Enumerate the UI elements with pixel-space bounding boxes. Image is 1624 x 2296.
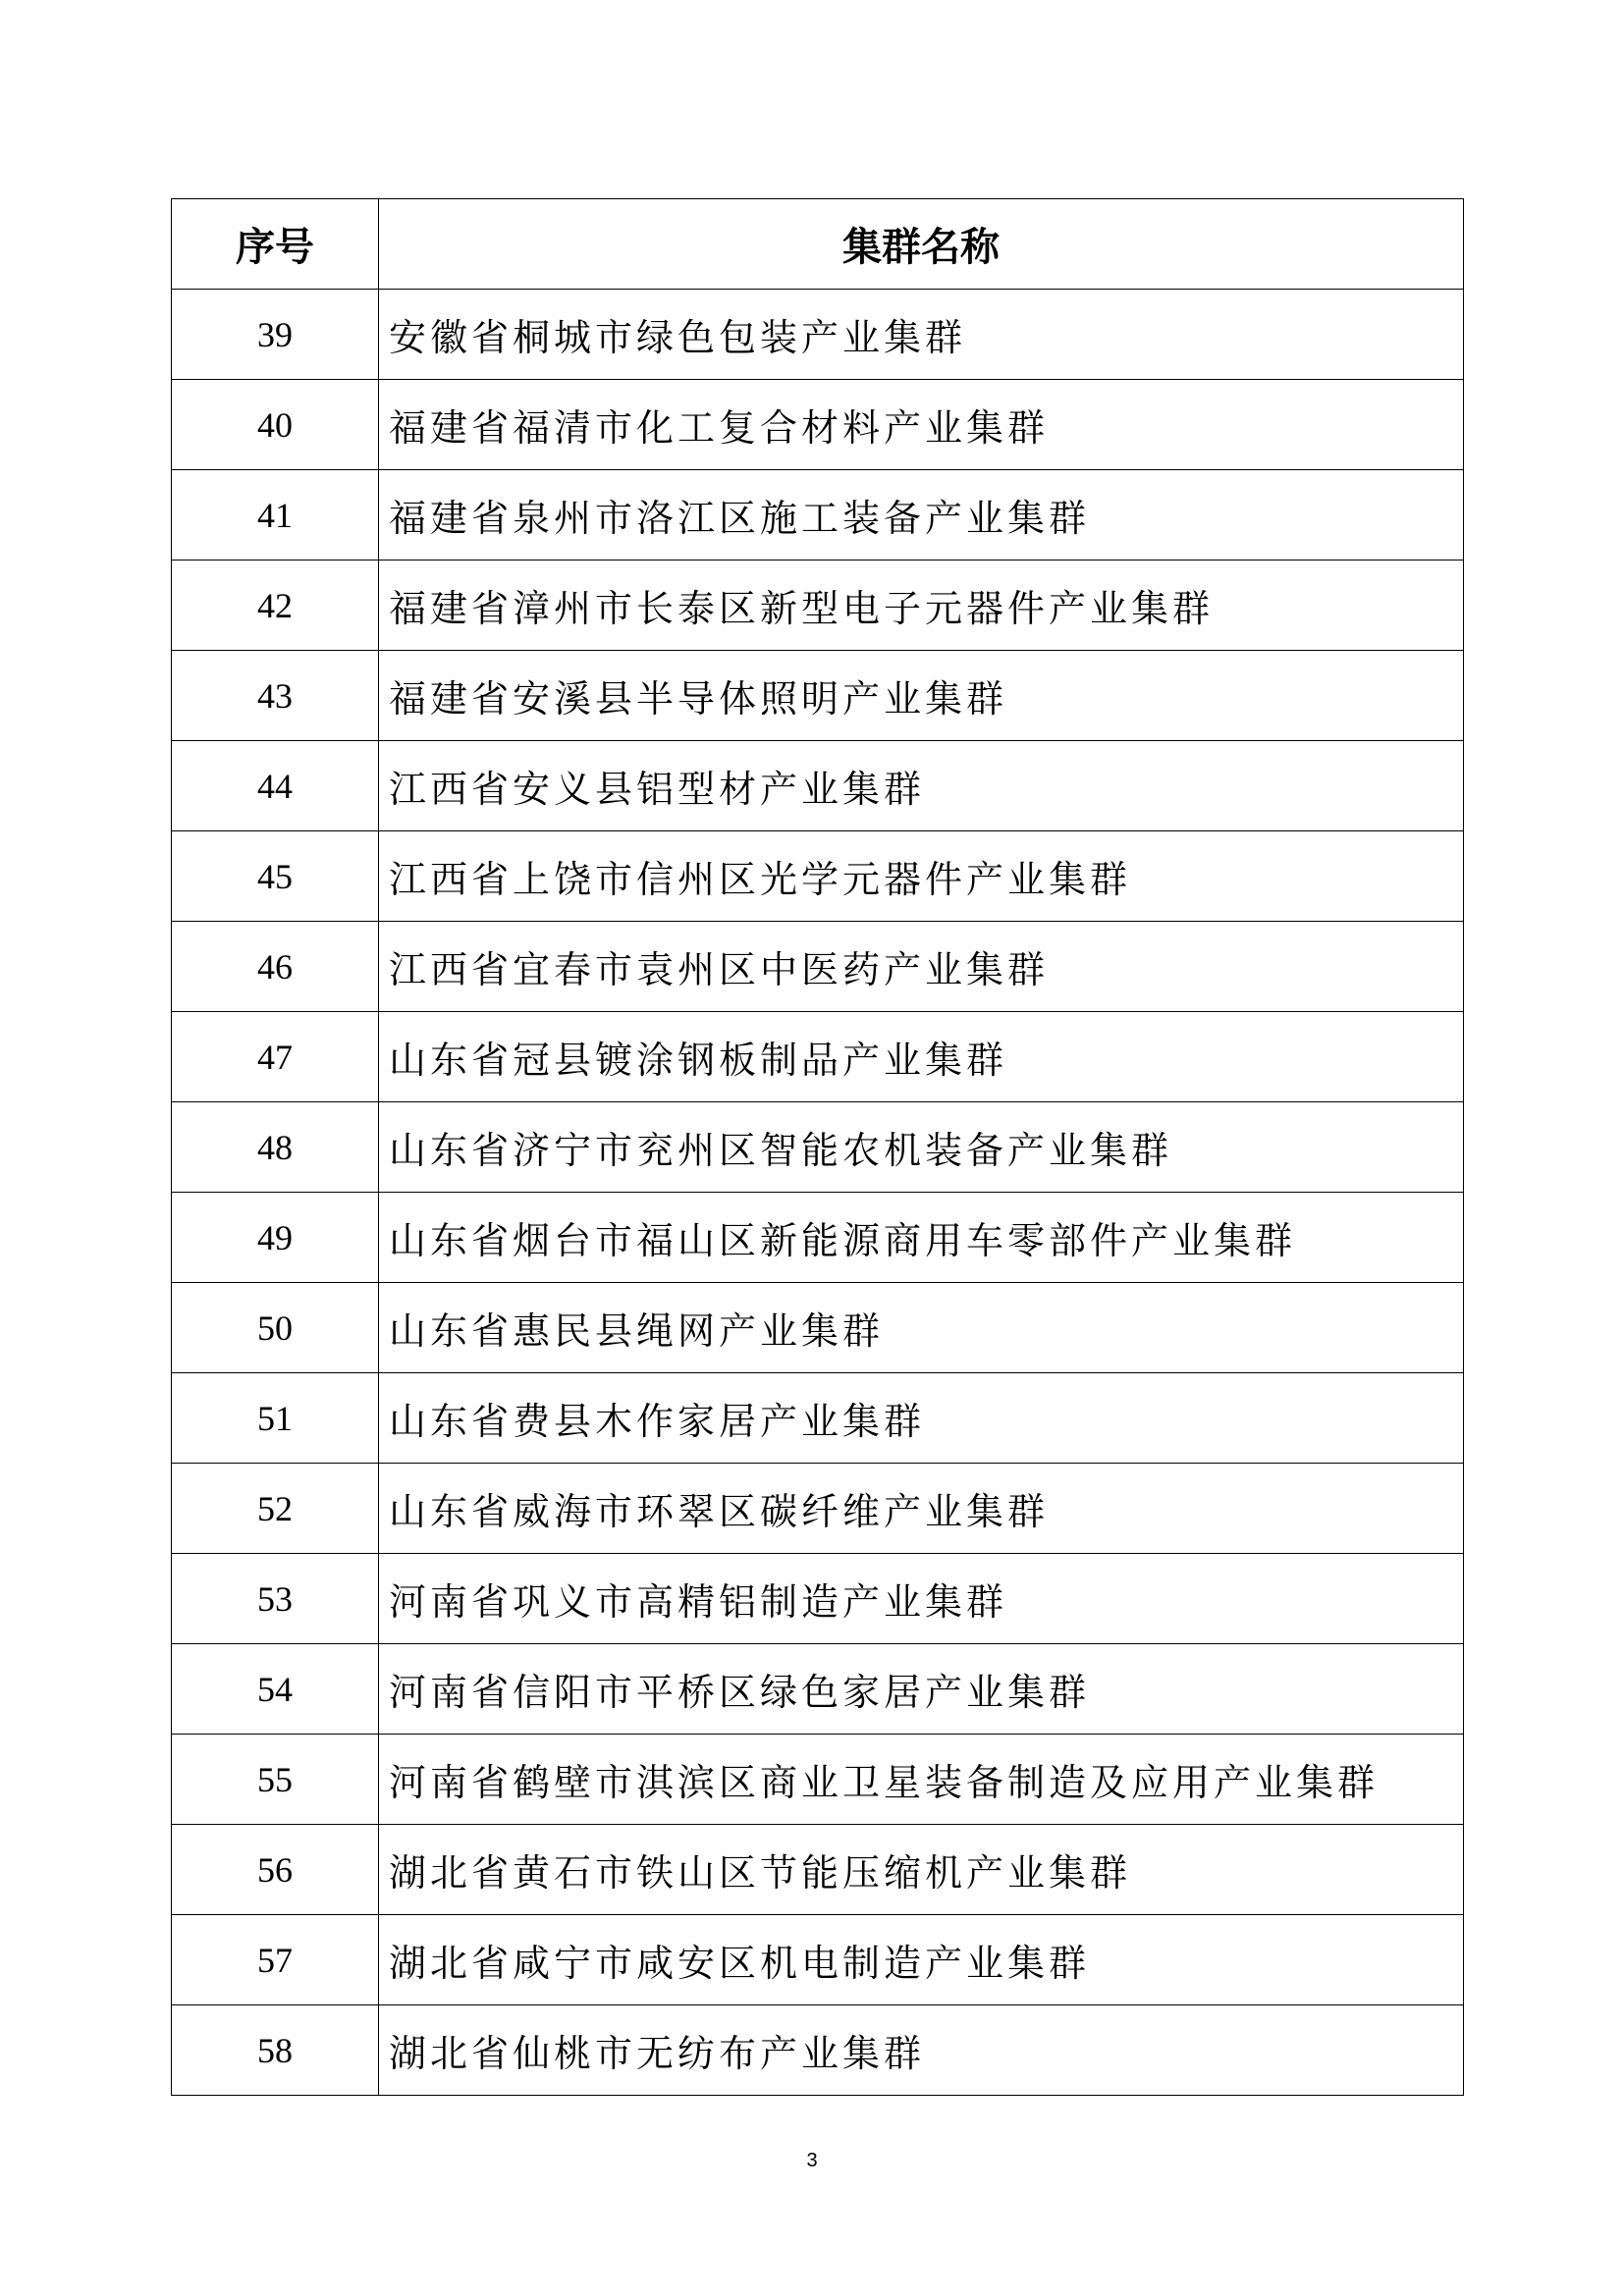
page-number: 3 (806, 2150, 818, 2171)
row-number: 58 (172, 2005, 379, 2096)
row-number: 50 (172, 1283, 379, 1373)
table-row (172, 2005, 1464, 2096)
table-body (172, 290, 1464, 2096)
cluster-name: 湖北省黄石市铁山区节能压缩机产业集群 (379, 1825, 1464, 1915)
cluster-name: 湖北省仙桃市无纺布产业集群 (379, 2005, 1464, 2096)
row-number: 55 (172, 1735, 379, 1825)
table-row (172, 1554, 1464, 1644)
header-number: 序号 (172, 199, 379, 290)
table-row (172, 380, 1464, 470)
cluster-name: 福建省安溪县半导体照明产业集群 (379, 651, 1464, 741)
row-number: 46 (172, 922, 379, 1012)
table-row (172, 561, 1464, 651)
cluster-name: 江西省安义县铝型材产业集群 (379, 741, 1464, 831)
cluster-name: 湖北省咸宁市咸安区机电制造产业集群 (379, 1915, 1464, 2005)
table-row (172, 1102, 1464, 1193)
row-number: 42 (172, 561, 379, 651)
cluster-name: 江西省宜春市袁州区中医药产业集群 (379, 922, 1464, 1012)
row-number: 56 (172, 1825, 379, 1915)
cluster-name: 河南省信阳市平桥区绿色家居产业集群 (379, 1644, 1464, 1735)
cluster-name: 山东省威海市环翠区碳纤维产业集群 (379, 1464, 1464, 1554)
row-number: 43 (172, 651, 379, 741)
cluster-name: 山东省费县木作家居产业集群 (379, 1373, 1464, 1464)
row-number: 49 (172, 1193, 379, 1283)
row-number: 41 (172, 470, 379, 561)
row-number: 40 (172, 380, 379, 470)
table-row (172, 290, 1464, 380)
table-row (172, 1373, 1464, 1464)
cluster-table (171, 198, 1464, 2096)
row-number: 39 (172, 290, 379, 380)
row-number: 48 (172, 1102, 379, 1193)
table-row (172, 1464, 1464, 1554)
table-row (172, 1825, 1464, 1915)
cluster-name: 福建省漳州市长泰区新型电子元器件产业集群 (379, 561, 1464, 651)
cluster-name: 福建省泉州市洛江区施工装备产业集群 (379, 470, 1464, 561)
row-number: 44 (172, 741, 379, 831)
row-number: 47 (172, 1012, 379, 1102)
cluster-name: 山东省惠民县绳网产业集群 (379, 1283, 1464, 1373)
row-number: 51 (172, 1373, 379, 1464)
row-number: 45 (172, 831, 379, 922)
table-header-row (172, 199, 1464, 290)
table-row (172, 741, 1464, 831)
cluster-name: 福建省福清市化工复合材料产业集群 (379, 380, 1464, 470)
cluster-name: 河南省巩义市高精铝制造产业集群 (379, 1554, 1464, 1644)
table-row (172, 1644, 1464, 1735)
row-number: 52 (172, 1464, 379, 1554)
table-row (172, 1012, 1464, 1102)
cluster-name: 安徽省桐城市绿色包装产业集群 (379, 290, 1464, 380)
table-row (172, 831, 1464, 922)
cluster-name: 江西省上饶市信州区光学元器件产业集群 (379, 831, 1464, 922)
table-row (172, 651, 1464, 741)
row-number: 57 (172, 1915, 379, 2005)
header-cluster-name: 集群名称 (379, 199, 1464, 290)
cluster-name: 山东省冠县镀涂钢板制品产业集群 (379, 1012, 1464, 1102)
table-row (172, 1283, 1464, 1373)
cluster-name: 河南省鹤壁市淇滨区商业卫星装备制造及应用产业集群 (379, 1735, 1464, 1825)
cluster-name: 山东省烟台市福山区新能源商用车零部件产业集群 (379, 1193, 1464, 1283)
row-number: 54 (172, 1644, 379, 1735)
table-row (172, 1193, 1464, 1283)
table-row (172, 1735, 1464, 1825)
cluster-name: 山东省济宁市兖州区智能农机装备产业集群 (379, 1102, 1464, 1193)
table-row (172, 1915, 1464, 2005)
row-number: 53 (172, 1554, 379, 1644)
table-row (172, 922, 1464, 1012)
table-row (172, 470, 1464, 561)
